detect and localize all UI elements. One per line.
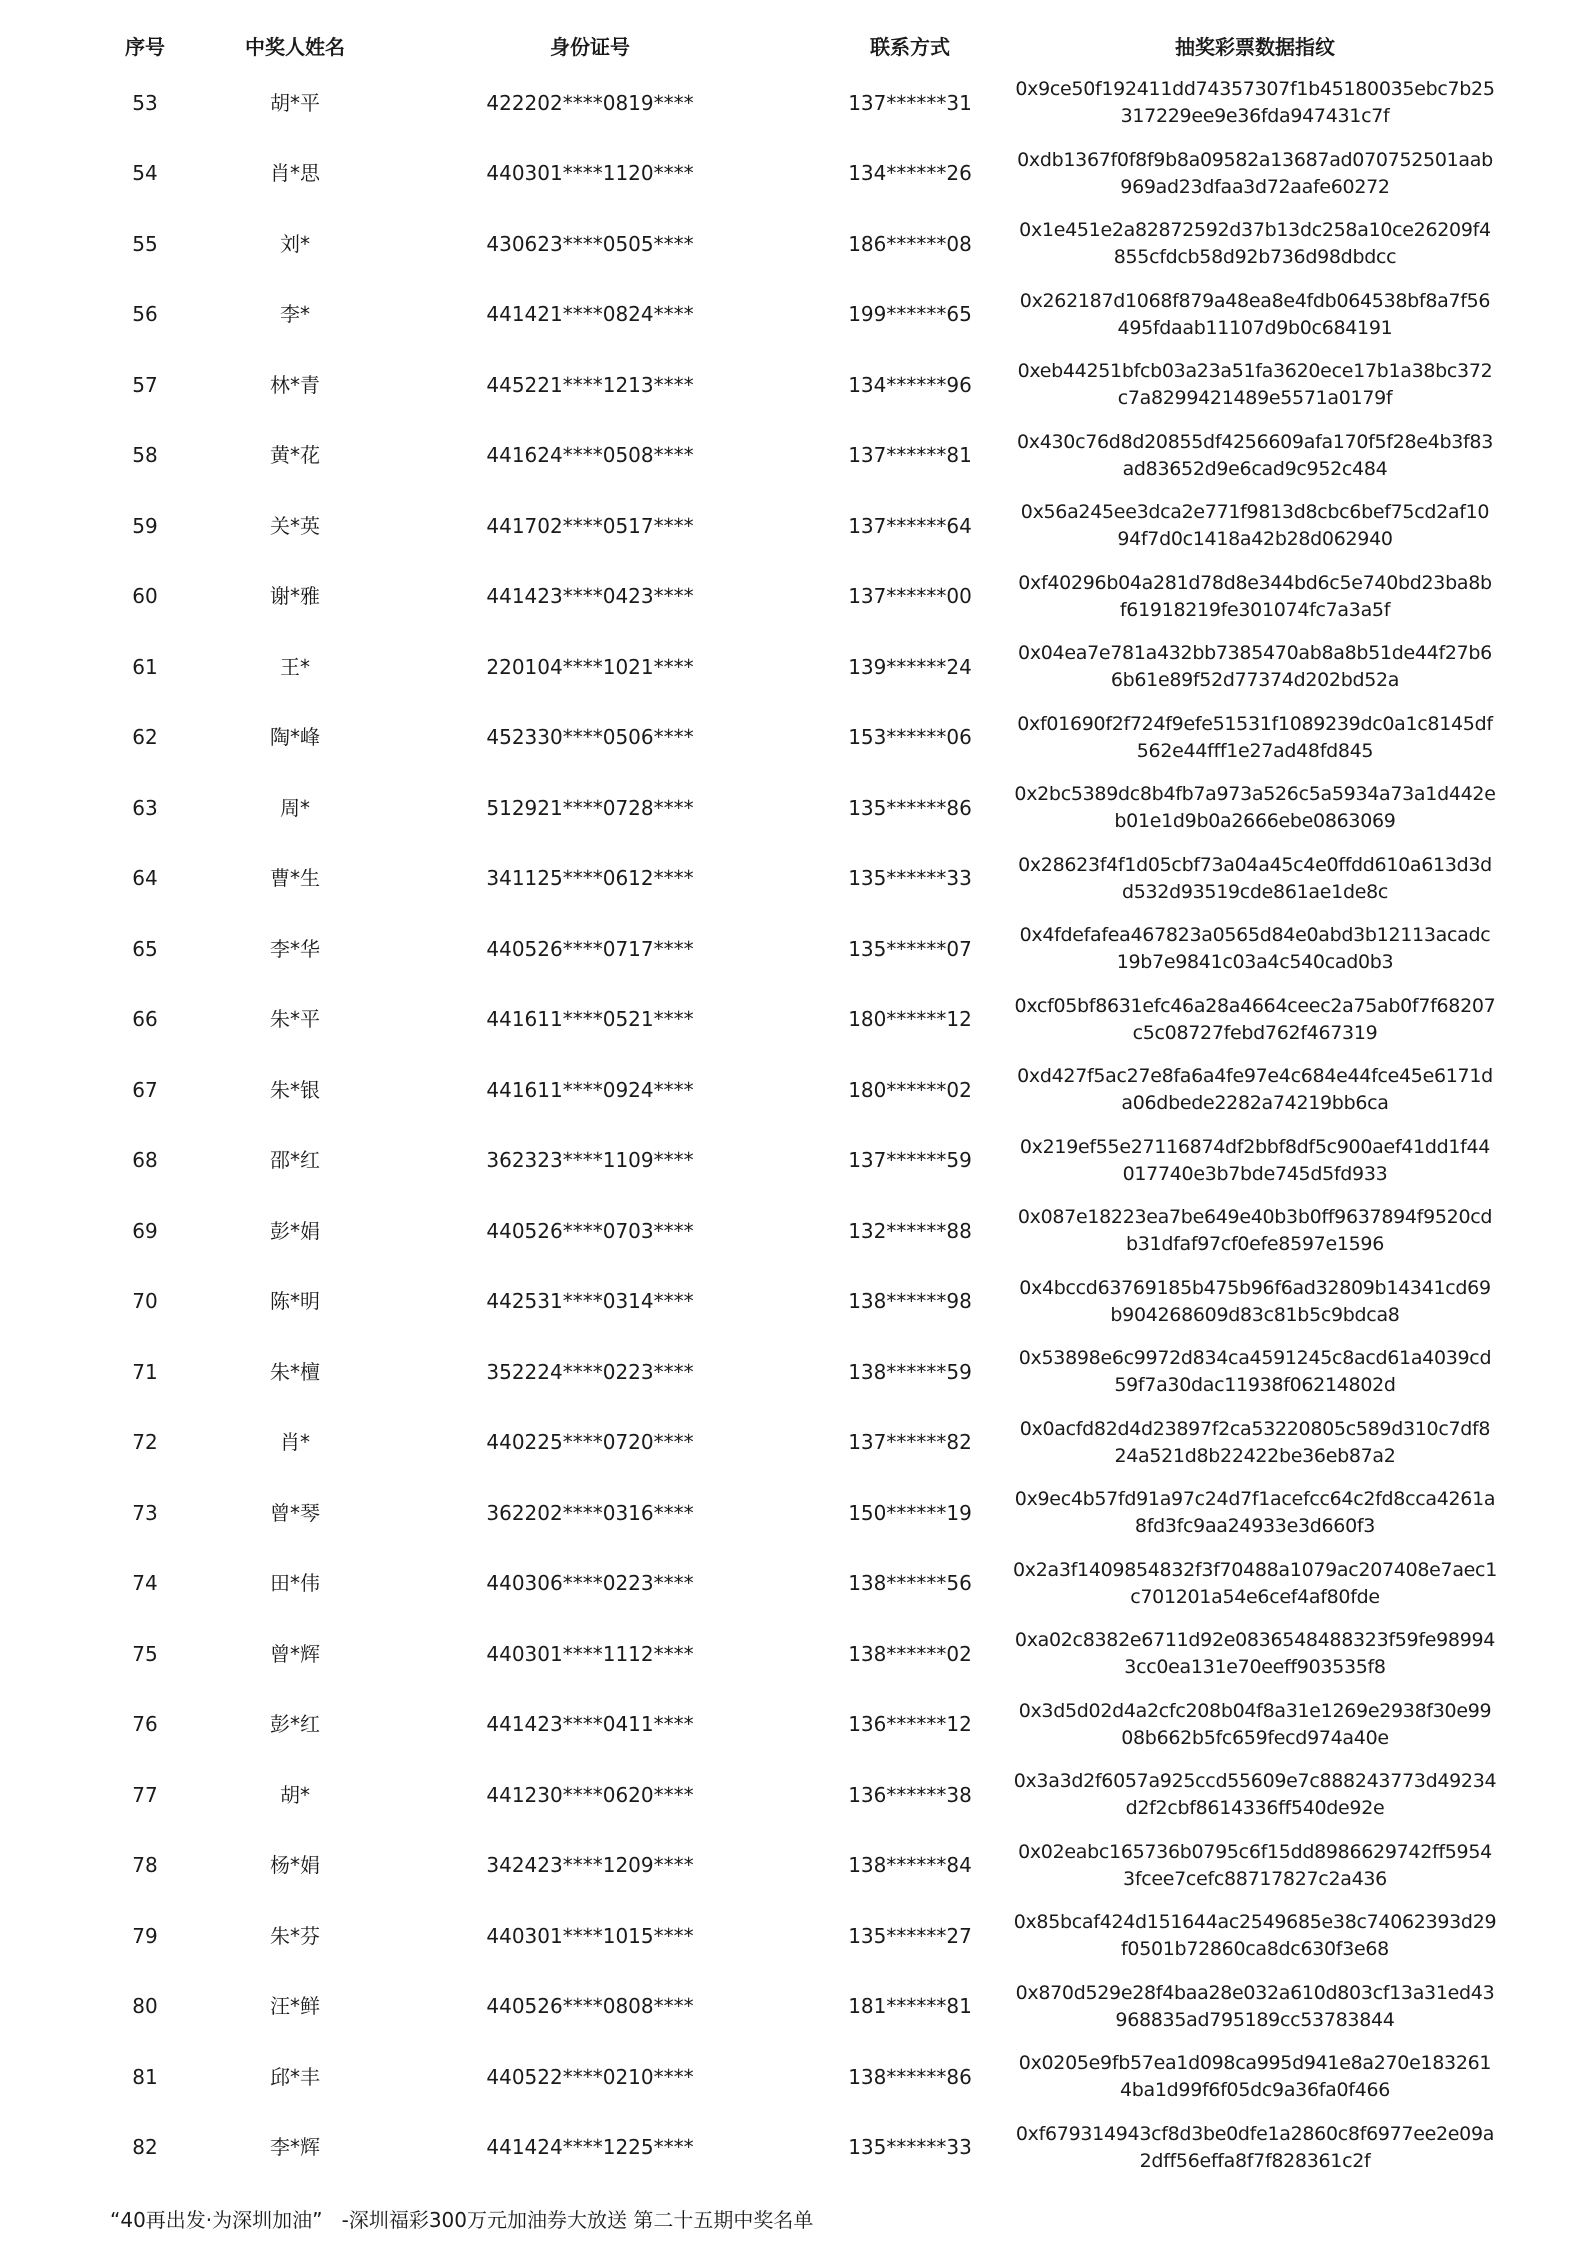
phone-number: 137******82: [848, 1430, 972, 1455]
fingerprint-line: 317229ee9e36fda947431c7f: [1120, 105, 1390, 128]
header-row: [70, 22, 1500, 68]
row-number: 55: [132, 231, 158, 256]
phone-number: 134******26: [848, 161, 972, 186]
lottery-data-fingerprint: [1010, 209, 1500, 280]
id-number: 440526****0703****: [486, 1218, 694, 1243]
winner-name: 曹*生: [270, 866, 320, 891]
lottery-data-fingerprint: [1010, 2113, 1500, 2184]
fingerprint-line: 8fd3fc9aa24933e3d660f3: [1134, 1515, 1376, 1538]
lottery-data-fingerprint: [1010, 421, 1500, 492]
id-number: 441421****0824****: [486, 302, 694, 327]
table-row: [70, 209, 1500, 280]
fingerprint-line: 0xf679314943cf8d3be0dfe1a2860c8f6977ee2e09a: [1015, 2122, 1495, 2145]
id-number: 440526****0808****: [486, 1994, 694, 2019]
lottery-data-fingerprint: [1010, 1408, 1500, 1479]
fingerprint-line: 0x53898e6c9972d834ca4591245c8acd61a4039cd: [1018, 1347, 1492, 1370]
fingerprint-line: 0x9ce50f192411dd74357307f1b45180035ebc7b25: [1015, 78, 1495, 101]
fingerprint-line: b31dfaf97cf0efe8597e1596: [1126, 1233, 1384, 1256]
phone-number: 180******02: [848, 1077, 972, 1102]
fingerprint-line: 0xf40296b04a281d78d8e344bd6c5e740bd23ba8b: [1018, 571, 1492, 594]
page-footer-caption: “40再出发·为深圳加油” -深圳福彩300万元加油券大放送 第二十五期中奖名单: [110, 2208, 814, 2232]
table-row: [70, 1055, 1500, 1126]
header-name: 中奖人姓名: [245, 34, 345, 59]
phone-number: 138******84: [848, 1853, 972, 1878]
fingerprint-line: c701201a54e6cef4af80fde: [1130, 1585, 1380, 1608]
id-number: 440522****0210****: [486, 2064, 694, 2089]
fingerprint-line: 2dff56effa8f7f828361c2f: [1139, 2149, 1371, 2172]
fingerprint-line: 0x0acfd82d4d23897f2ca53220805c589d310c7df8: [1019, 1417, 1491, 1440]
phone-number: 153******06: [848, 725, 972, 750]
row-number: 66: [132, 1007, 158, 1032]
phone-number: 199******65: [848, 302, 972, 327]
fingerprint-line: 562e44fff1e27ad48fd845: [1136, 739, 1374, 762]
row-number: 67: [132, 1077, 158, 1102]
fingerprint-line: 0x4fdefafea467823a0565d84e0abd3b12113acadc: [1019, 924, 1491, 947]
phone-number: 135******07: [848, 936, 972, 961]
row-number: 72: [132, 1430, 158, 1455]
winner-name: 曾*辉: [270, 1641, 320, 1666]
phone-number: 150******19: [848, 1500, 972, 1525]
fingerprint-line: 24a521d8b22422be36eb87a2: [1114, 1444, 1396, 1467]
id-number: 362323****1109****: [486, 1148, 694, 1173]
winner-name: 谢*雅: [270, 584, 320, 609]
header-id: 身份证号: [550, 34, 630, 59]
table-row: [70, 421, 1500, 492]
fingerprint-line: 6b61e89f52d77374d202bd52a: [1110, 669, 1400, 692]
lottery-data-fingerprint: [1010, 1690, 1500, 1761]
table-row: [70, 632, 1500, 703]
id-number: 441611****0924****: [486, 1077, 694, 1102]
winner-name: 李*辉: [270, 2135, 320, 2160]
phone-number: 138******02: [848, 1641, 972, 1666]
id-number: 362202****0316****: [486, 1500, 694, 1525]
phone-number: 136******12: [848, 1712, 972, 1737]
row-number: 79: [132, 1923, 158, 1948]
lottery-data-fingerprint: [1010, 773, 1500, 844]
fingerprint-line: 3fcee7cefc88717827c2a436: [1123, 1867, 1387, 1890]
row-number: 81: [132, 2064, 158, 2089]
fingerprint-line: 08b662b5fc659fecd974a40e: [1121, 1726, 1389, 1749]
id-number: 441611****0521****: [486, 1007, 694, 1032]
lottery-data-fingerprint: [1010, 1549, 1500, 1620]
winner-name: 曾*琴: [270, 1500, 320, 1525]
row-number: 60: [132, 584, 158, 609]
lottery-data-fingerprint: [1010, 985, 1500, 1056]
lottery-data-fingerprint: [1010, 1760, 1500, 1831]
table-row: [70, 139, 1500, 210]
row-number: 80: [132, 1994, 158, 2019]
row-number: 61: [132, 654, 158, 679]
table-row: [70, 1337, 1500, 1408]
row-number: 58: [132, 443, 158, 468]
fingerprint-line: 0x56a245ee3dca2e771f9813d8cbc6bef75cd2af10: [1020, 501, 1490, 524]
fingerprint-line: 0xf01690f2f724f9efe51531f1089239dc0a1c8145df: [1017, 712, 1493, 735]
winner-name: 朱*芬: [270, 1923, 320, 1948]
lottery-data-fingerprint: [1010, 562, 1500, 633]
table-row: [70, 1619, 1500, 1690]
row-number: 71: [132, 1359, 158, 1384]
row-number: 68: [132, 1148, 158, 1173]
phone-number: 136******38: [848, 1782, 972, 1807]
phone-number: 135******33: [848, 866, 972, 891]
winner-name: 彭*娟: [270, 1218, 320, 1243]
fingerprint-line: ad83652d9e6cad9c952c484: [1122, 457, 1388, 480]
row-number: 73: [132, 1500, 158, 1525]
row-number: 74: [132, 1571, 158, 1596]
table-row: [70, 68, 1500, 139]
winner-name: 彭*红: [270, 1712, 320, 1737]
table-header: [70, 22, 1500, 68]
row-number: 65: [132, 936, 158, 961]
table-row: [70, 1690, 1500, 1761]
row-number: 82: [132, 2135, 158, 2160]
id-number: 422202****0819****: [486, 90, 694, 115]
row-number: 70: [132, 1289, 158, 1314]
fingerprint-line: d2f2cbf8614336ff540de92e: [1125, 1797, 1385, 1820]
lottery-data-fingerprint: [1010, 1619, 1500, 1690]
row-number: 77: [132, 1782, 158, 1807]
table-body: [70, 68, 1500, 2183]
winner-name: 肖*: [280, 1430, 310, 1455]
fingerprint-line: 0x28623f4f1d05cbf73a04a45c4e0ffdd610a613d3d: [1018, 853, 1492, 876]
lottery-data-fingerprint: [1010, 703, 1500, 774]
table-row: [70, 1760, 1500, 1831]
winner-name: 邵*红: [270, 1148, 320, 1173]
table-row: [70, 491, 1500, 562]
fingerprint-line: 0xcf05bf8631efc46a28a4664ceec2a75ab0f7f68207: [1014, 994, 1496, 1017]
id-number: 220104****1021****: [486, 654, 694, 679]
id-number: 440301****1120****: [486, 161, 694, 186]
fingerprint-line: 0x2bc5389dc8b4fb7a973a526c5a5934a73a1d442e: [1014, 783, 1496, 806]
row-number: 57: [132, 372, 158, 397]
table-row: [70, 1126, 1500, 1197]
phone-number: 138******98: [848, 1289, 972, 1314]
fingerprint-line: 0x02eabc165736b0795c6f15dd8986629742ff5954: [1018, 1840, 1492, 1863]
table-row: [70, 1196, 1500, 1267]
id-number: 352224****0223****: [486, 1359, 694, 1384]
id-number: 441230****0620****: [486, 1782, 694, 1807]
winner-name: 关*英: [270, 513, 320, 538]
winner-name: 邱*丰: [270, 2064, 320, 2089]
winner-name: 林*青: [270, 372, 320, 397]
lottery-data-fingerprint: [1010, 1267, 1500, 1338]
phone-number: 135******86: [848, 795, 972, 820]
lottery-data-fingerprint: [1010, 1196, 1500, 1267]
lottery-data-fingerprint: [1010, 1901, 1500, 1972]
phone-number: 186******08: [848, 231, 972, 256]
table-row: [70, 562, 1500, 633]
lottery-data-fingerprint: [1010, 1478, 1500, 1549]
id-number: 512921****0728****: [486, 795, 694, 820]
fingerprint-line: 017740e3b7bde745d5fd933: [1122, 1162, 1388, 1185]
lottery-data-fingerprint: [1010, 1972, 1500, 2043]
table-row: [70, 914, 1500, 985]
table-row: [70, 280, 1500, 351]
table-row: [70, 1549, 1500, 1620]
header-hash: 抽奖彩票数据指纹: [1175, 34, 1335, 59]
fingerprint-line: 968835ad795189cc53783844: [1115, 2008, 1395, 2031]
fingerprint-line: 59f7a30dac11938f06214802d: [1114, 1374, 1396, 1397]
phone-number: 134******96: [848, 372, 972, 397]
winner-name: 田*伟: [270, 1571, 320, 1596]
fingerprint-line: 855cfdcb58d92b736d98dbdcc: [1113, 246, 1397, 269]
fingerprint-line: 0x2a3f1409854832f3f70488a1079ac207408e7aec1: [1013, 1558, 1497, 1581]
row-number: 54: [132, 161, 158, 186]
row-number: 62: [132, 725, 158, 750]
row-number: 78: [132, 1853, 158, 1878]
lottery-data-fingerprint: [1010, 1831, 1500, 1902]
id-number: 441423****0411****: [486, 1712, 694, 1737]
winner-name: 汪*鲜: [270, 1994, 320, 2019]
fingerprint-line: 94f7d0c1418a42b28d062940: [1117, 528, 1393, 551]
winner-name: 杨*娟: [270, 1853, 320, 1878]
phone-number: 138******56: [848, 1571, 972, 1596]
phone-number: 139******24: [848, 654, 972, 679]
id-number: 440301****1112****: [486, 1641, 694, 1666]
row-number: 75: [132, 1641, 158, 1666]
phone-number: 137******81: [848, 443, 972, 468]
lottery-data-fingerprint: [1010, 1337, 1500, 1408]
fingerprint-line: 0xdb1367f0f8f9b8a09582a13687ad070752501aab: [1017, 148, 1493, 171]
table-row: [70, 844, 1500, 915]
phone-number: 135******33: [848, 2135, 972, 2160]
fingerprint-line: 969ad23dfaa3d72aafe60272: [1120, 175, 1390, 198]
phone-number: 138******86: [848, 2064, 972, 2089]
id-number: 452330****0506****: [486, 725, 694, 750]
winner-name: 黄*花: [270, 443, 320, 468]
lottery-data-fingerprint: [1010, 350, 1500, 421]
row-number: 59: [132, 513, 158, 538]
fingerprint-line: 4ba1d99f6f05dc9a36fa0f466: [1119, 2079, 1391, 2102]
table-row: [70, 1478, 1500, 1549]
table-row: [70, 985, 1500, 1056]
fingerprint-line: b904268609d83c81b5c9bdca8: [1110, 1303, 1400, 1326]
id-number: 442531****0314****: [486, 1289, 694, 1314]
table-row: [70, 350, 1500, 421]
id-number: 440225****0720****: [486, 1430, 694, 1455]
row-number: 76: [132, 1712, 158, 1737]
fingerprint-line: c7a8299421489e5571a0179f: [1117, 387, 1393, 410]
header-no: 序号: [125, 34, 165, 59]
phone-number: 180******12: [848, 1007, 972, 1032]
fingerprint-line: b01e1d9b0a2666ebe0863069: [1114, 810, 1396, 833]
table-row: [70, 773, 1500, 844]
winner-name: 陶*峰: [270, 725, 320, 750]
id-number: 341125****0612****: [486, 866, 694, 891]
id-number: 430623****0505****: [486, 231, 694, 256]
row-number: 63: [132, 795, 158, 820]
fingerprint-line: 0x1e451e2a82872592d37b13dc258a10ce26209f4: [1019, 219, 1491, 242]
id-number: 441424****1225****: [486, 2135, 694, 2160]
table-row: [70, 1901, 1500, 1972]
fingerprint-line: 3cc0ea131e70eeff903535f8: [1124, 1656, 1386, 1679]
fingerprint-line: a06dbede2282a74219bb6ca: [1121, 1092, 1389, 1115]
lottery-data-fingerprint: [1010, 280, 1500, 351]
fingerprint-line: 0xeb44251bfcb03a23a51fa3620ece17b1a38bc372: [1017, 360, 1493, 383]
lottery-data-fingerprint: [1010, 491, 1500, 562]
phone-number: 137******59: [848, 1148, 972, 1173]
fingerprint-line: f61918219fe301074fc7a3a5f: [1119, 598, 1391, 621]
phone-number: 132******88: [848, 1218, 972, 1243]
id-number: 445221****1213****: [486, 372, 694, 397]
id-number: 440306****0223****: [486, 1571, 694, 1596]
winner-name: 李*: [280, 302, 310, 327]
winner-name: 王*: [280, 654, 310, 679]
lottery-data-fingerprint: [1010, 632, 1500, 703]
fingerprint-line: 0x85bcaf424d151644ac2549685e38c74062393d29: [1013, 1911, 1497, 1934]
id-number: 342423****1209****: [486, 1853, 694, 1878]
lottery-data-fingerprint: [1010, 1126, 1500, 1197]
row-number: 53: [132, 90, 158, 115]
winner-name: 胡*: [280, 1782, 310, 1807]
fingerprint-line: 0x430c76d8d20855df4256609afa170f5f28e4b3f83: [1016, 430, 1494, 453]
table-row: [70, 703, 1500, 774]
table-row: [70, 2113, 1500, 2184]
fingerprint-line: 0xa02c8382e6711d92e0836548488323f59fe98994: [1014, 1629, 1496, 1652]
table-row: [70, 1972, 1500, 2043]
header-phone: 联系方式: [870, 34, 950, 59]
winner-name: 朱*平: [270, 1007, 320, 1032]
row-number: 64: [132, 866, 158, 891]
fingerprint-line: 0x3a3d2f6057a925ccd55609e7c888243773d49234: [1013, 1770, 1497, 1793]
id-number: 441624****0508****: [486, 443, 694, 468]
fingerprint-line: 0x9ec4b57fd91a97c24d7f1acefcc64c2fd8cca4261a: [1014, 1488, 1496, 1511]
winner-name: 胡*平: [270, 90, 320, 115]
lottery-data-fingerprint: [1010, 914, 1500, 985]
fingerprint-line: 0x3d5d02d4a2cfc208b04f8a31e1269e2938f30e99: [1018, 1699, 1492, 1722]
winner-name: 周*: [280, 795, 310, 820]
table-row: [70, 1831, 1500, 1902]
row-number: 69: [132, 1218, 158, 1243]
fingerprint-line: 0xd427f5ac27e8fa6a4fe97e4c684e44fce45e6171d: [1017, 1065, 1493, 1088]
table-row: [70, 1267, 1500, 1338]
phone-number: 137******00: [848, 584, 972, 609]
winner-name: 陈*明: [270, 1289, 320, 1314]
id-number: 441702****0517****: [486, 513, 694, 538]
lottery-data-fingerprint: [1010, 844, 1500, 915]
id-number: 441423****0423****: [486, 584, 694, 609]
table-row: [70, 2042, 1500, 2113]
lottery-data-fingerprint: [1010, 139, 1500, 210]
phone-number: 137******31: [848, 90, 972, 115]
fingerprint-line: c5c08727febd762f467319: [1132, 1021, 1378, 1044]
fingerprint-line: 0x4bccd63769185b475b96f6ad32809b14341cd69: [1019, 1276, 1491, 1299]
winners-table: [70, 22, 1500, 2183]
winner-name: 李*华: [270, 936, 320, 961]
fingerprint-line: d532d93519cde861ae1de8c: [1121, 880, 1389, 903]
winner-name: 肖*思: [270, 161, 320, 186]
fingerprint-line: 495fdaab11107d9b0c684191: [1117, 316, 1393, 339]
fingerprint-line: 0x870d529e28f4baa28e032a610d803cf13a31ed43: [1015, 1981, 1495, 2004]
winner-name: 刘*: [280, 231, 310, 256]
phone-number: 181******81: [848, 1994, 972, 2019]
lottery-data-fingerprint: [1010, 2042, 1500, 2113]
fingerprint-line: f0501b72860ca8dc630f3e68: [1121, 1938, 1389, 1961]
id-number: 440301****1015****: [486, 1923, 694, 1948]
id-number: 440526****0717****: [486, 936, 694, 961]
fingerprint-line: 0x262187d1068f879a48ea8e4fdb064538bf8a7f56: [1019, 289, 1491, 312]
phone-number: 138******59: [848, 1359, 972, 1384]
winner-name: 朱*檀: [270, 1359, 320, 1384]
fingerprint-line: 0x04ea7e781a432bb7385470ab8a8b51de44f27b6: [1018, 642, 1492, 665]
phone-number: 135******27: [848, 1923, 972, 1948]
row-number: 56: [132, 302, 158, 327]
fingerprint-line: 0x219ef55e27116874df2bbf8df5c900aef41dd1f44: [1019, 1135, 1491, 1158]
table-row: [70, 1408, 1500, 1479]
fingerprint-line: 0x0205e9fb57ea1d098ca995d941e8a270e183261: [1018, 2052, 1492, 2075]
lottery-data-fingerprint: [1010, 68, 1500, 139]
fingerprint-line: 0x087e18223ea7be649e40b3b0ff9637894f9520cd: [1017, 1206, 1493, 1229]
fingerprint-line: 19b7e9841c03a4c540cad0b3: [1116, 951, 1394, 974]
winner-name: 朱*银: [270, 1077, 320, 1102]
phone-number: 137******64: [848, 513, 972, 538]
lottery-data-fingerprint: [1010, 1055, 1500, 1126]
